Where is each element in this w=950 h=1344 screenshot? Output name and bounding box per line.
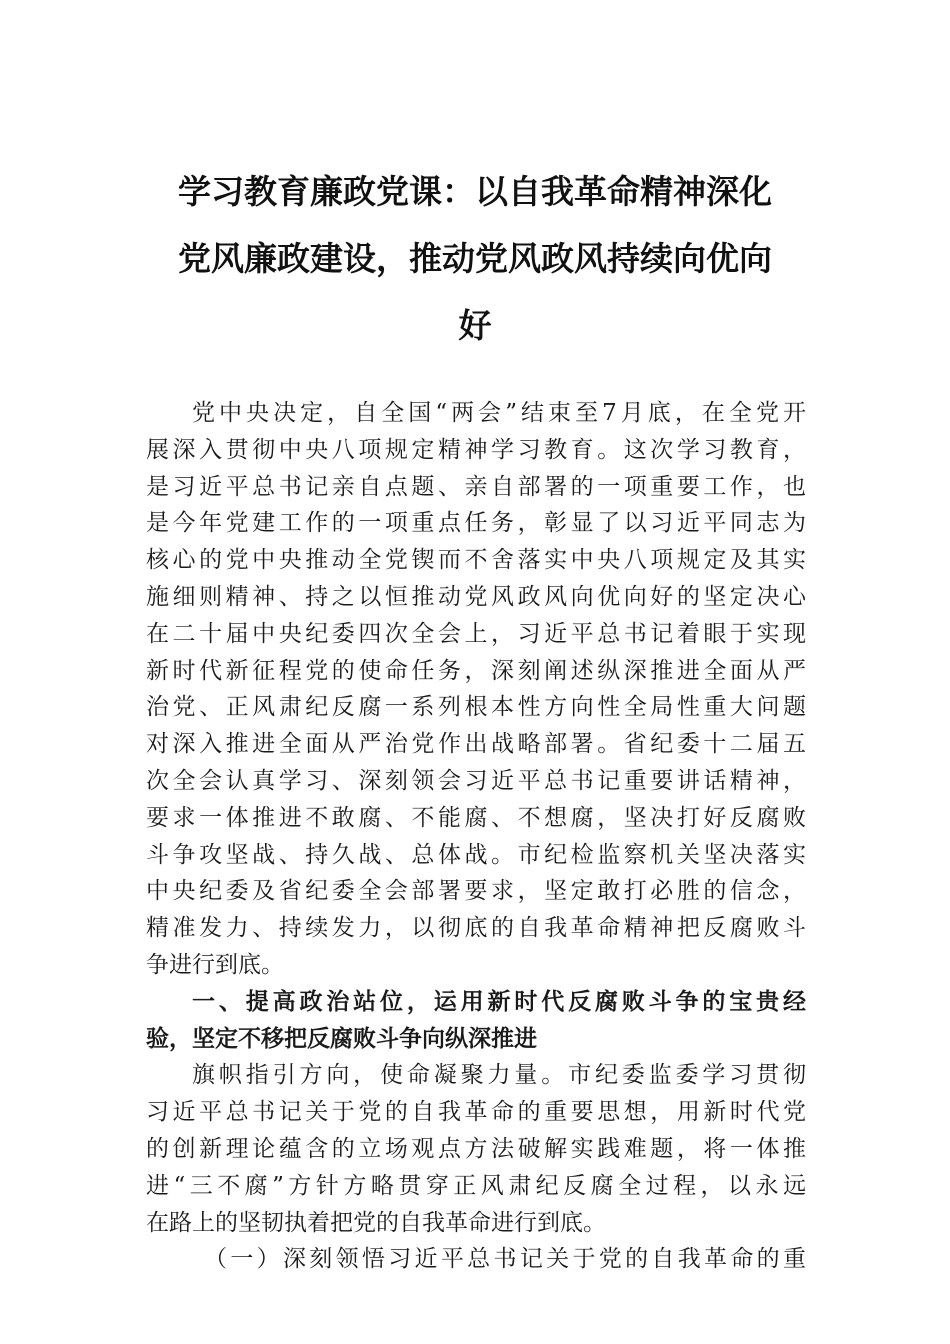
title-line: 学习教育廉政党课：以自我革命精神深化 [178,172,772,211]
text-line: 治党、正风肃纪反腐一系列根本性方向性全局性重大问题 [146,694,806,721]
text-line: 次全会认真学习、深刻领会习近平总书记重要讲话精神， [146,767,806,794]
section-heading-1 [146,984,806,1058]
text-line: 在路上的坚韧执着把党的自我革命进行到底。 [146,1209,606,1236]
text-line: 党中央决定，自全国“两会”结束至7月底，在全党开 [192,400,806,426]
text-line: 是今年党建工作的一项重点任务，彰显了以习近平同志为 [146,510,806,537]
text-line: 要求一体推进不敢腐、不能腐、不想腐，坚决打好反腐败 [146,804,806,831]
subheading-line: （一）深刻领悟习近平总书记关于党的自我革命的重 [204,1246,806,1273]
title-line: 党风廉政建设，推动党风政风持续向优向 [178,239,772,278]
text-line: 施细则精神、持之以恒推动党风政风向优向好的坚定决心 [146,583,806,610]
text-line: 在二十届中央纪委四次全会上，习近平总书记着眼于实现 [146,620,806,647]
text-line: 争进行到底。 [146,951,284,978]
document-title [140,158,810,359]
text-line: 中央纪委及省纪委全会部署要求，坚定敢打必胜的信念， [146,878,806,905]
text-line: 新时代新征程党的使命任务，深刻阐述纵深推进全面从严 [146,657,806,684]
subsection-heading-1 [146,1241,806,1278]
document-body [146,395,806,1278]
text-line: 旗帜指引方向，使命凝聚力量。市纪委监委学习贯彻 [192,1062,806,1089]
text-line: 习近平总书记关于党的自我革命的重要思想，用新时代党 [146,1099,806,1126]
text-line: 是习近平总书记亲自点题、亲自部署的一项重要工作，也 [146,473,806,500]
paragraph-intro [146,395,806,984]
text-line: 展深入贯彻中央八项规定精神学习教育。这次学习教育， [146,436,806,463]
text-line: 核心的党中央推动全党锲而不舍落实中央八项规定及其实 [146,547,806,574]
title-line: 好 [458,306,492,345]
heading-line: 一、提高政治站位，运用新时代反腐败斗争的宝贵经 [192,988,806,1015]
text-line: 的创新理论蕴含的立场观点方法破解实践难题，将一体推 [146,1135,806,1162]
paragraph-section-1 [146,1057,806,1241]
text-line: 精准发力、持续发力，以彻底的自我革命精神把反腐败斗 [146,915,806,942]
heading-line: 验，坚定不移把反腐败斗争向纵深推进 [146,1025,537,1052]
text-line: 对深入推进全面从严治党作出战略部署。省纪委十二届五 [146,731,806,758]
text-line: 进“三不腐”方针方略贯穿正风肃纪反腐全过程，以永远 [146,1172,806,1199]
text-line: 斗争攻坚战、持久战、总体战。市纪检监察机关坚决落实 [146,841,806,868]
